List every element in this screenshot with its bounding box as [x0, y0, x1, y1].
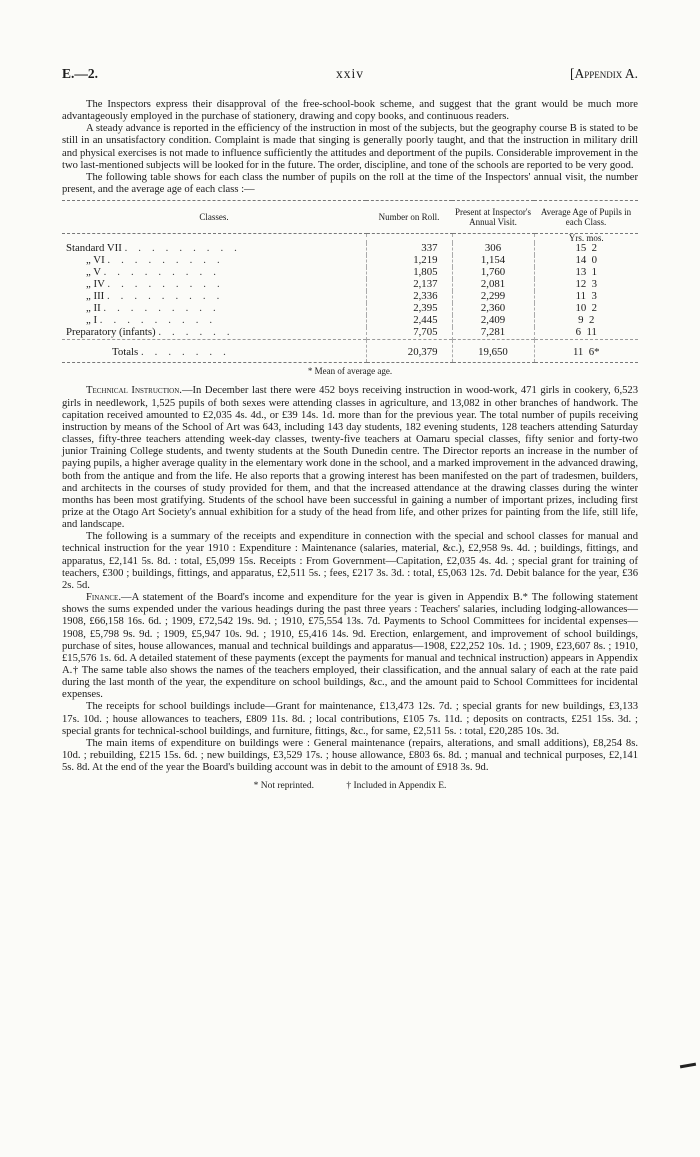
page-header — [62, 66, 638, 86]
header-present: Present at Inspector's Annual Visit. — [452, 201, 534, 234]
header-average-age: Average Age of Pupils in each Class. — [534, 201, 638, 234]
page-number: xxiv — [335, 66, 364, 81]
paragraph-building-receipts: The receipts for school buildings include—Grant for maintenance, £13,473 12s. 7d. ; special grants for new buildings, £3,133 17s. 10d. ; house allowances to teachers, £809 11s. 8d. ; local contributions, £105 7s. 11d. ; deposits on contracts, £251 15s. 3d. ; special grants for technical-school buildings, and furniture, fittings, &c., for same, £2,511 5s. : total, £20,285 10s. 3d. — [62, 701, 638, 737]
header-classes: Classes. — [62, 201, 366, 234]
appendix-label: [Appendix A. — [569, 66, 638, 81]
class-label: „ III — [86, 289, 105, 302]
table-header-row — [62, 201, 638, 234]
class-label: „ I — [86, 313, 98, 326]
table-row: Preparatory (infants) ...... 7,705 7,281 6 11 — [62, 327, 638, 339]
class-label: Standard VII — [66, 242, 122, 255]
table-row: Standard VII ......... 337 306 15 2 — [62, 243, 638, 255]
table-row: „ VI ......... 1,219 1,154 14 0 — [62, 255, 638, 267]
paragraph-efficiency: A steady advance is reported in the efficiency of the instruction in most of the subjects, but the geography course B is stated to be still in an unsatisfactory condition. Complaint is made that singing is generally poorly taught, and that the instruction in military drill and physical exercises is not made to influence sufficiently the attitudes and deportment of the pupils. Considerable improvement in the two last-mentioned subjects will be looked for in the future. The order, discipline, and tone of the schools are reported to be very good. — [62, 123, 638, 171]
document-code: E.—2. — [62, 66, 99, 81]
page-footnotes — [62, 781, 638, 791]
totals-row: Totals ....... 20,379 19,650 11 6* — [62, 339, 638, 363]
paragraph-free-books: The Inspectors express their disapproval of the free-school-book scheme, and suggest that the grant would be much more advantageously employed in the purchase of stationery, drawing and copy books, and continuous readers. — [62, 99, 638, 123]
paragraph-finance: Finance.—A statement of the Board's income and expenditure for the year is given in Appendix B.* The following statement shows the sums expended under the various headings during the past three years : Teachers' salaries, including lodging-allowances—1908, £66,158 16s. 6d. ; 1909, £72,542 19s. 9d. ; 1910, £75,554 13s. 7d. Payments to School Committees for incidental expenses—1908, £5,798 9s. 9d. ; 1909, £5,947 10s. 9d. ; 1910, £5,416 14s. 9d. Erection, enlargement, and improvement of school buildings, purchase of sites, house allowances, manual and technical buildings and apparatus—1908, £22,252 10s. 1d. ; 1909, £23,607 8s. ; 1910, £15,576 1s. 6d. A detailed statement of these payments (except the payments for manual and technical instruction) appears in Appendix A.† The same table also shows the names of the teachers employed, their classification, and the annual salary of each at the rate paid during the last month of the year, the expenditure on school buildings, &c., and the amount paid to School Committees for incidental expenses. — [62, 592, 638, 701]
table-row: „ II ......... 2,395 2,360 10 2 — [62, 303, 638, 315]
paragraph-receipts-summary: The following is a summary of the receipts and expenditure in connection with the special and school classes for manual and technical instruction for the year 1910 : Expenditure : Maintenance (salaries, material, &c.), £2,958 9s. 4d. ; buildings, fittings, and apparatus, £2,141 5s. 8d. : total, £5,099 15s. Receipts : From Government—Capitation, £2,035 4s. 4d. ; special grant for training of teachers, £300 ; buildings, fittings, and apparatus, £2,511 5s. ; fees, £217 3s. 3d. : total, £5,063 12s. 7d. Debit balance for the year, £36 2s. 5d. — [62, 531, 638, 591]
paragraph-table-intro: The following table shows for each class the number of pupils on the roll at the time of the Inspectors' annual visit, the number present, and the average age of each class :— — [62, 171, 638, 196]
header-roll: Number on Roll. — [366, 201, 452, 234]
class-label: „ VI — [86, 254, 105, 267]
class-label: Preparatory (infants) — [66, 325, 156, 338]
table-row: „ IV ......... 2,137 2,081 12 3 — [62, 279, 638, 291]
class-statistics-table — [62, 200, 638, 363]
page-edge-mark — [680, 1063, 696, 1069]
table-row: „ V ......... 1,805 1,760 13 1 — [62, 267, 638, 279]
totals-label: Totals — [112, 345, 139, 358]
table-row: „ III ......... 2,336 2,299 11 3 — [62, 291, 638, 303]
class-label: „ IV — [86, 277, 105, 290]
paragraph-technical-instruction: Technical Instruction.—In December last there were 452 boys receiving instruction in wood-work, 471 girls in cookery, 6,523 girls in needlework, 1,525 pupils of both sexes were attending classes in agriculture, and 13,082 in other branches of handwork. The capitation received amounted to £2,035 4s. 4d., or £39 14s. 1d. more than for the previous year. The total number of pupils receiving instruction by means of the School of Art was 643, including 143 day students, 182 evening students, 128 teachers attending Saturday classes, fifty-three teachers attending week-day classes, twenty-five teachers at Oamaru special classes, fifty senior and forty-two junior Training College students, and twenty students at the South Dunedin centre. The Director reports an increase in the number of paying pupils, a higher average quality in the elementary work done in the school, and a marked improvement in the advanced drawing, both from the antique and from the life. He also reports that a growing interest has been manifested on the part of tradesmen, builders, and architects in the courses of study provided for them, and that the increased attendance at the drawing classes during the winter months has been most gratifying. Students of the school have been successful in gaining a number of important prizes, including first prize at the Otago Art Society's annual exhibition for a study of the head from life, and other prizes for painting from the life, still life, and landscape. — [62, 385, 638, 531]
page-body — [62, 99, 638, 791]
footnote-appendix-e: † Included in Appendix E. — [346, 781, 447, 792]
table-row: „ I ......... 2,445 2,409 9 2 — [62, 315, 638, 327]
class-label: „ II — [86, 301, 101, 314]
footnote-not-reprinted: * Not reprinted. — [253, 781, 315, 792]
class-label: „ V — [86, 266, 101, 279]
age-unit-label: Yrs. mos. — [534, 234, 638, 244]
paragraph-building-expenditure: The main items of expenditure on buildings were : General maintenance (repairs, alterations, and small additions), £8,254 8s. 10d. ; rebuilding, £215 15s. 6d. ; new buildings, £3,529 17s. ; house allowance, £803 6s. 8d. ; manual and technical purposes, £2,141 5s. 8d. At the end of the year the Board's building account was in debit to the amount of £918 3s. 9d. — [62, 737, 638, 774]
table-footnote: * Mean of average age. — [307, 366, 393, 377]
